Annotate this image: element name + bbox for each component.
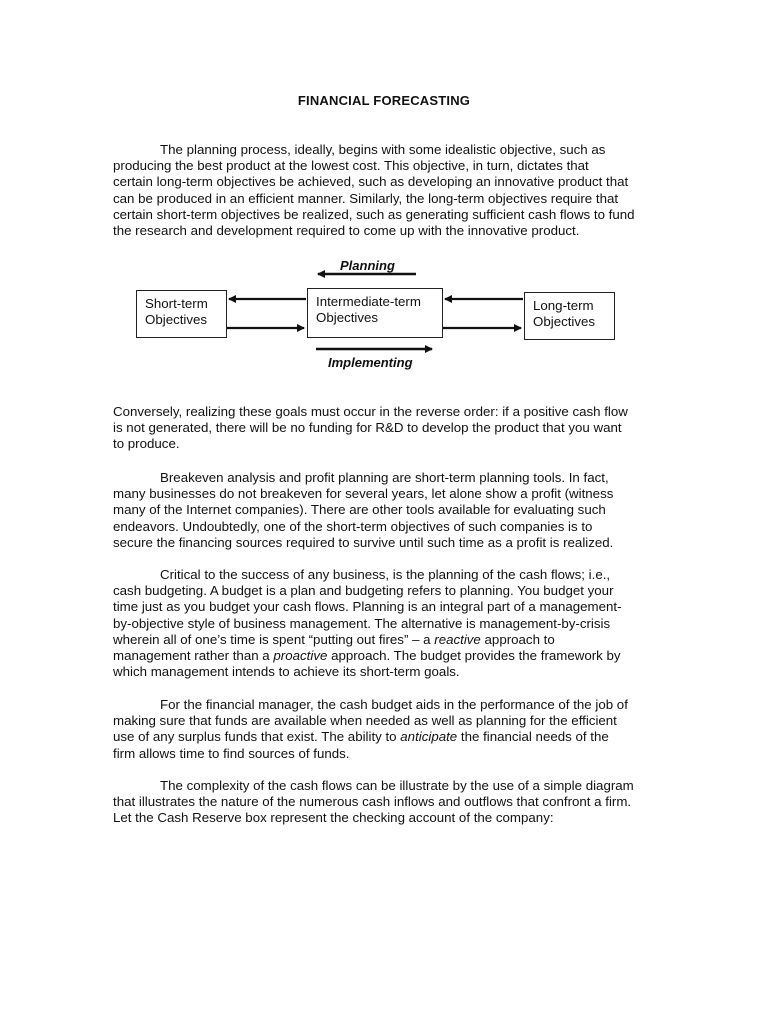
paragraph-financial-manager [113,697,658,762]
box-label: Objectives [145,312,208,327]
text-line: is not generated, there will be no funding for R&D to develop the product that you want [113,420,622,436]
text-segment: management rather than a [113,648,274,664]
text-line: firm allows time to find sources of funds. [113,745,350,761]
text-line: many of the Internet companies). There are other tools available for evaluating such [113,502,606,518]
paragraph-cash-budgeting [113,567,658,680]
text-line: that illustrates the nature of the numerous cash inflows and outflows that confront a firm. [113,794,632,810]
box-label: Objectives [316,310,379,325]
paragraph-breakeven [113,470,658,551]
text-segment: approach. The budget provides the framework by [327,648,621,664]
box-label: Short-term [145,296,208,311]
long-term-objectives-box [524,292,615,340]
text-line: Critical to the success of any business, is the planning of the cash flows; i.e., [160,567,611,582]
box-label: Long-term [533,298,594,313]
text-line: certain short-term objectives be realized, such as generating sufficient cash flows to fund [113,206,635,222]
emphasis-proactive: proactive [273,648,328,664]
emphasis-reactive: reactive [434,631,481,647]
text-line: Let the Cash Reserve box represent the checking account of the company: [113,810,554,826]
text-line [113,648,658,664]
short-term-objectives-box [136,290,227,338]
paragraph-complexity [113,778,658,827]
text-line: secure the financing sources required to survive until such time as a profit is realized. [113,534,614,550]
emphasis-anticipate: anticipate [400,729,458,745]
paragraph-conversely [113,404,658,453]
text-line: by-objective style of business management. The alternative is management-by-crisis [113,615,611,631]
text-line: the research and development required to come up with the innovative product. [113,223,580,239]
box-label: Intermediate-term [316,294,421,309]
text-line: time just as you budget your cash flows. Planning is an integral part of a management- [113,599,622,615]
text-segment: approach to [480,631,555,647]
text-line [113,632,658,648]
text-line: The planning process, ideally, begins with some idealistic objective, such as [160,142,606,157]
planning-diagram [0,250,768,380]
text-line: producing the best product at the lowest cost. This objective, in turn, dictates that [113,158,589,174]
text-line: Conversely, realizing these goals must occur in the reverse order: if a positive cash flow [113,404,628,419]
intermediate-term-objectives-box [307,288,443,338]
text-line: For the financial manager, the cash budget aids in the performance of the job of [160,697,628,712]
box-label: Objectives [533,314,596,329]
planning-label: Planning [340,258,395,273]
text-line: The complexity of the cash flows can be illustrate by the use of a simple diagram [160,778,634,793]
implementing-label: Implementing [328,355,413,370]
text-line: can be produced in an efficient manner. Similarly, the long-term objectives require that [113,190,619,206]
text-segment: wherein all of one’s time is spent “putting out fires” – a [113,631,435,647]
text-line: cash budgeting. A budget is a plan and budgeting refers to planning. You budget your [113,583,614,599]
text-segment: the financial needs of the [457,729,609,745]
text-line: Breakeven analysis and profit planning are short-term planning tools. In fact, [160,470,609,485]
page-title: FINANCIAL FORECASTING [297,93,471,108]
text-line: making sure that funds are available when needed as well as planning for the efficient [113,713,617,729]
text-line [113,729,658,745]
paragraph-intro [113,142,658,239]
text-line: endeavors. Undoubtedly, one of the short-term objectives of such companies is to [113,518,593,534]
text-line: to produce. [113,436,180,452]
text-line: which management intends to achieve its short-term goals. [113,664,460,680]
text-segment: use of any surplus funds that exist. The ability to [113,729,401,745]
text-line: many businesses do not breakeven for several years, let alone show a profit (witness [113,486,614,502]
text-line: certain long-term objectives be achieved, such as developing an innovative product that [113,174,629,190]
